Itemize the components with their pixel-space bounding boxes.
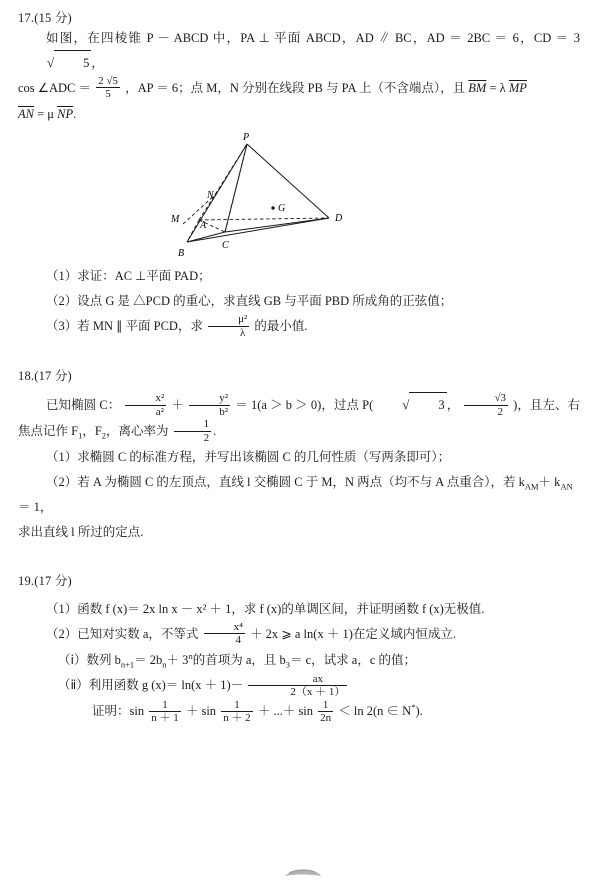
fraction-sqrt3-2 [464, 392, 508, 418]
fraction-denominator: λ [208, 326, 249, 339]
problem-18-part-2 [18, 470, 580, 521]
problem-17-stem-line3 [18, 102, 580, 126]
subscript-am: AM [524, 481, 539, 492]
stem18-f: ，离心率为 [106, 423, 169, 438]
footer-scan-mark [283, 865, 323, 879]
figure-pyramid-wrap [18, 132, 580, 262]
superscript-n: n [188, 650, 193, 661]
stem-text-a: 如图，在四棱锥 P － ABCD 中，PA ⊥ 平面 ABCD，AD ∥ BC，AD ＝ 2BC ＝ 6，CD ＝ 3 [46, 31, 580, 45]
fraction-1-2n [318, 699, 333, 725]
stem18-g: . [213, 423, 217, 438]
fraction-one-half [174, 418, 212, 444]
fraction-numerator: μ² [238, 313, 248, 326]
problem-18-part-2-cont: 求出直线 l 所过的定点. [18, 525, 144, 540]
stem18-d: )，且左、右焦点记作 F [18, 398, 581, 438]
p19-2i-tail3: ＝ c，试求 a，c 的值； [290, 652, 417, 667]
problem-18-stem [18, 392, 580, 445]
problem-17-stem-line2 [18, 76, 580, 102]
fraction-denominator: 2 [174, 431, 212, 444]
fraction-mu-lambda [208, 313, 249, 339]
problem-17-part-3 [18, 314, 580, 340]
problem-18-number: 18.(17 分) [18, 369, 72, 383]
period: . [73, 106, 77, 121]
problem-19 [0, 571, 606, 726]
superscript-star: * [411, 702, 416, 713]
fraction-denominator: n ＋ 1 [151, 712, 179, 725]
stem18-b: ＝ 1(a ＞ b ＞ 0)，过点 P( [235, 398, 374, 412]
proof-end: ). [415, 704, 423, 719]
fraction-x4-4 [204, 621, 245, 647]
label-p: P [243, 132, 250, 144]
p19-2i-lead: （ⅰ）数列 b [58, 652, 121, 667]
p19-2-lead: （2）已知对实数 a，不等式 [46, 626, 199, 641]
stem18-a: 已知椭圆 C： [46, 398, 121, 412]
fraction-denominator: 2 [464, 405, 508, 418]
fraction-numerator: ax [312, 672, 324, 685]
proof-plus-2: ＋ ...＋ sin [257, 704, 314, 719]
vector-bm: $\overline{BM}$ [468, 80, 487, 95]
point-g-dot [271, 206, 274, 209]
label-g: G [278, 203, 286, 215]
proof-tail: ＜ ln 2(n ∈ N [338, 704, 412, 719]
fraction-numerator: 1 [322, 698, 329, 711]
problem-18 [0, 366, 606, 545]
problem-18-part-1: （1）求椭圆 C 的标准方程，并写出该椭圆 C 的几何性质（写两条即可）； [46, 449, 451, 464]
stem18-c: ， [446, 398, 460, 412]
fraction-1-n2 [221, 699, 253, 725]
p19-2-mid: ＋ 2x ⩾ a ln(x ＋ 1)在定义域内恒成立. [250, 626, 456, 641]
p19-2i-tail2: 的首项为 a，且 b [192, 652, 286, 667]
fraction-denominator: a² [125, 405, 166, 418]
fraction-numerator: y² [219, 392, 229, 405]
fraction-numerator: 1 [162, 698, 168, 711]
p19-2i-tail: ＋ 3 [166, 652, 189, 667]
vector-an: $\overline{AN}$ [18, 106, 34, 121]
proof-lead: 证明：sin [92, 704, 145, 719]
problem-19-part-2ii [18, 673, 580, 699]
fraction-denominator: b² [189, 405, 230, 418]
label-a: A [200, 220, 207, 232]
proof-plus-1: ＋ sin [185, 704, 217, 719]
fraction-denominator: n ＋ 2 [223, 712, 251, 725]
mu-text: = μ [37, 106, 54, 121]
plus-sign: ＋ [171, 398, 185, 412]
cos-tail: ，AP ＝ 6；点 M，N 分别在线段 PB 与 PA 上（不含端点），且 [125, 80, 466, 95]
fraction-cos [96, 75, 120, 101]
lambda-text: = λ [489, 80, 506, 95]
label-n: N [207, 190, 214, 202]
fraction-numerator: 1 [203, 418, 210, 431]
fraction-y2-b2 [189, 392, 230, 418]
stem18-e: ，F [82, 423, 102, 438]
stem-text-b: ， [91, 56, 104, 71]
subscript-f1: 1 [78, 430, 83, 441]
sqrt-5: √ 5 [18, 50, 91, 75]
fraction-x2-a2 [125, 392, 166, 418]
fraction-denominator: 2n [320, 712, 332, 725]
part2-lead: （2）若 A 为椭圆 C 的左顶点，直线 l 交椭圆 C 于 M，N 两点（均不与 A 点重合），若 k [46, 474, 525, 489]
part2-mid: ＋ k [538, 474, 561, 489]
subscript-an: AN [560, 481, 573, 492]
problem-19-number: 19.(17 分) [18, 573, 72, 588]
label-d: D [335, 213, 343, 225]
fraction-denominator: 5 [96, 87, 120, 100]
part3-lead: （3）若 MN ∥ 平面 PCD，求 [46, 319, 203, 334]
fraction-denominator: 4 [204, 633, 245, 646]
problem-17 [0, 0, 606, 340]
subscript-n-plus-1: n+1 [120, 659, 135, 670]
vector-mp: $\overline{MP}$ [508, 80, 527, 95]
problem-17-stem [18, 26, 580, 76]
scan-mark-svg [283, 865, 323, 879]
problem-19-part-1: （1）函数 f (x)＝ 2x ln x － x² ＋ 1，求 f (x)的单调区间，并证明函数 f (x)无极值. [46, 601, 485, 616]
problem-19-part-2 [18, 622, 580, 648]
fraction-numerator: x² [155, 392, 165, 405]
problem-17-part-2: （2）设点 G 是 △PCD 的重心，求直线 GB 与平面 PBD 所成角的正弦值； [46, 294, 453, 309]
label-m: M [171, 214, 180, 226]
label-b: B [178, 248, 185, 260]
fraction-denominator: 2（x ＋ 1） [248, 685, 347, 698]
fraction-ax-2x1 [248, 673, 347, 699]
figure-pyramid [169, 132, 429, 262]
p19-2ii-lead: （ⅱ）利用函数 g (x)＝ ln(x ＋ 1)－ [58, 678, 244, 693]
subscript-3: 3 [285, 659, 290, 670]
sqrt-3: √ 3 [373, 392, 446, 417]
problem-19-proof [18, 699, 580, 725]
fraction-numerator: 1 [234, 698, 240, 711]
problem-17-part-1: （1）求证：AC ⊥平面 PAD； [46, 269, 211, 284]
fraction-numerator: x⁴ [233, 621, 243, 634]
p19-2i-mid: ＝ 2b [134, 652, 163, 667]
fraction-numerator: 2 √5 [98, 75, 118, 88]
pyramid-svg [169, 132, 429, 262]
cos-label: cos ∠ADC ＝ [18, 80, 92, 95]
subscript-n: n [162, 659, 167, 670]
fraction-numerator: √3 [494, 392, 506, 405]
vector-np: $\overline{NP}$ [57, 106, 74, 121]
subscript-f2: 2 [101, 430, 107, 441]
part3-tail: 的最小值. [254, 319, 308, 334]
problem-17-number: 17.(15 分) [18, 11, 72, 25]
part2-tail: ＝ 1， [18, 500, 53, 515]
problem-19-part-2i [18, 648, 580, 674]
label-c: C [222, 240, 229, 252]
fraction-1-n1 [149, 699, 181, 725]
